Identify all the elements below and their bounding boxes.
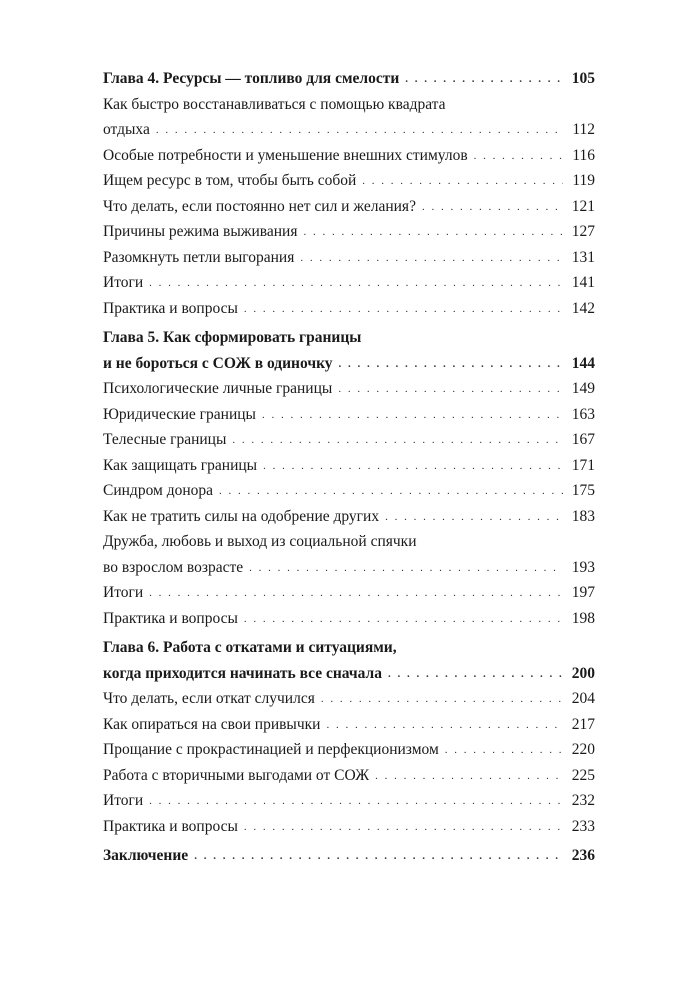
dot-leader bbox=[474, 151, 563, 162]
entry-title: Итоги bbox=[103, 792, 144, 809]
toc-entry[interactable] bbox=[103, 427, 595, 453]
toc-entry[interactable] bbox=[103, 92, 595, 143]
toc-entry[interactable] bbox=[103, 606, 595, 632]
page-number: 144 bbox=[571, 354, 595, 372]
toc-entry[interactable] bbox=[103, 219, 595, 245]
entry-title: Телесные границы bbox=[103, 431, 227, 448]
toc-entry[interactable] bbox=[103, 712, 595, 738]
toc-entry[interactable] bbox=[103, 245, 595, 271]
dot-leader bbox=[321, 694, 563, 705]
toc-entry[interactable] bbox=[103, 478, 595, 504]
toc-entry[interactable] bbox=[103, 453, 595, 479]
page-number: 175 bbox=[571, 482, 595, 499]
page-number: 116 bbox=[572, 146, 595, 164]
dot-leader bbox=[232, 435, 563, 446]
dot-leader bbox=[326, 720, 563, 731]
toc-entry[interactable] bbox=[103, 504, 595, 530]
dot-leader bbox=[149, 278, 563, 289]
dot-leader bbox=[362, 176, 563, 187]
toc-entry[interactable] bbox=[103, 168, 595, 194]
dot-leader bbox=[149, 588, 563, 599]
entry-title: Что делать, если откат случился bbox=[103, 690, 315, 707]
dot-leader bbox=[405, 74, 563, 85]
page-number: 193 bbox=[571, 558, 595, 576]
entry-title: Ищем ресурс в том, чтобы быть собой bbox=[103, 172, 357, 189]
entry-title: Как защищать границы bbox=[103, 456, 258, 474]
entry-title: Прощание с прокрастинацией и перфекционизмом bbox=[103, 741, 439, 758]
dot-leader bbox=[338, 384, 563, 395]
entry-title: Практика и вопросы bbox=[103, 817, 238, 835]
chapter-title: Глава 4. Ресурсы — топливо для смелости bbox=[103, 70, 400, 87]
page-number: 236 bbox=[571, 847, 595, 864]
page-number: 163 bbox=[571, 405, 595, 423]
toc-entry[interactable] bbox=[103, 296, 595, 322]
dot-leader bbox=[194, 851, 563, 862]
entry-title: Юридические границы bbox=[103, 405, 256, 423]
dot-leader bbox=[303, 227, 563, 238]
page-number: 167 bbox=[571, 431, 595, 448]
page-number: 225 bbox=[571, 766, 595, 784]
page-number: 141 bbox=[571, 274, 595, 291]
dot-leader bbox=[385, 512, 563, 523]
toc-entry[interactable] bbox=[103, 270, 595, 296]
entry-title: Практика и вопросы bbox=[103, 299, 238, 317]
chapter-title: Заключение bbox=[103, 847, 189, 864]
entry-title-line1: Как быстро восстанавливаться с помощью квадрата bbox=[103, 95, 446, 113]
entry-title: Работа с вторичными выгодами от СОЖ bbox=[103, 766, 370, 784]
dot-leader bbox=[249, 563, 563, 574]
dot-leader bbox=[388, 669, 563, 680]
entry-title: Причины режима выживания bbox=[103, 223, 298, 240]
page-number: 232 bbox=[571, 792, 595, 809]
toc-entry[interactable] bbox=[103, 194, 595, 220]
dot-leader bbox=[156, 125, 563, 136]
dot-leader bbox=[422, 202, 563, 213]
toc-entry[interactable] bbox=[103, 529, 595, 580]
entry-title-line2: отдыха bbox=[103, 121, 150, 138]
dot-leader bbox=[219, 486, 563, 497]
page-number: 142 bbox=[571, 299, 595, 317]
toc-entry[interactable] bbox=[103, 402, 595, 428]
entry-title: Итоги bbox=[103, 584, 144, 601]
dot-leader bbox=[262, 410, 563, 421]
page-number: 197 bbox=[571, 584, 595, 601]
chapter-5-heading[interactable] bbox=[103, 325, 595, 376]
dot-leader bbox=[244, 304, 563, 315]
toc-entry[interactable] bbox=[103, 763, 595, 789]
entry-title: Практика и вопросы bbox=[103, 609, 238, 627]
page-number: 198 bbox=[571, 609, 595, 627]
entry-title: Синдром донора bbox=[103, 482, 214, 499]
toc-entry[interactable] bbox=[103, 376, 595, 402]
page-number: 149 bbox=[571, 380, 595, 397]
dot-leader bbox=[149, 796, 563, 807]
page-number: 105 bbox=[571, 70, 595, 87]
dot-leader bbox=[375, 771, 563, 782]
entry-title: Психологические личные границы bbox=[103, 380, 333, 397]
chapter-4-heading[interactable] bbox=[103, 66, 595, 92]
chapter-title-line2: и не бороться с СОЖ в одиночку bbox=[103, 354, 333, 372]
toc-entry[interactable] bbox=[103, 788, 595, 814]
page-number: 233 bbox=[571, 817, 595, 835]
page-number: 121 bbox=[571, 197, 595, 215]
conclusion-heading[interactable] bbox=[103, 843, 595, 869]
page-number: 119 bbox=[572, 172, 595, 189]
page-number: 183 bbox=[571, 507, 595, 525]
entry-title-line2: во взрослом возрасте bbox=[103, 558, 244, 576]
entry-title: Как опираться на свои привычки bbox=[103, 715, 321, 733]
page-number: 220 bbox=[571, 741, 595, 758]
page-number: 112 bbox=[572, 121, 595, 138]
dot-leader bbox=[244, 614, 563, 625]
entry-title: Особые потребности и уменьшение внешних стимулов bbox=[103, 146, 468, 164]
dot-leader bbox=[244, 822, 563, 833]
entry-title: Итоги bbox=[103, 274, 144, 291]
toc-entry[interactable] bbox=[103, 580, 595, 606]
toc-entry[interactable] bbox=[103, 737, 595, 763]
table-of-contents bbox=[103, 66, 595, 869]
chapter-title-line1: Глава 5. Как сформировать границы bbox=[103, 329, 362, 346]
dot-leader bbox=[339, 359, 563, 370]
dot-leader bbox=[300, 253, 563, 264]
chapter-6-heading[interactable] bbox=[103, 635, 595, 686]
dot-leader bbox=[445, 745, 563, 756]
chapter-title-line1: Глава 6. Работа с откатами и ситуациями, bbox=[103, 639, 397, 656]
chapter-title-line2: когда приходится начинать все сначала bbox=[103, 664, 382, 682]
dot-leader bbox=[263, 461, 563, 472]
entry-title: Разомкнуть петли выгорания bbox=[103, 248, 295, 266]
toc-entry[interactable] bbox=[103, 814, 595, 840]
toc-entry[interactable] bbox=[103, 686, 595, 712]
page-number: 204 bbox=[571, 690, 595, 707]
page-number: 127 bbox=[571, 223, 595, 240]
page-number: 200 bbox=[571, 664, 595, 682]
entry-title: Как не тратить силы на одобрение других bbox=[103, 507, 380, 525]
entry-title: Что делать, если постоянно нет сил и желания? bbox=[103, 197, 416, 215]
entry-title-line1: Дружба, любовь и выход из социальной спячки bbox=[103, 533, 417, 550]
toc-entry[interactable] bbox=[103, 143, 595, 169]
page-number: 217 bbox=[571, 715, 595, 733]
page-number: 171 bbox=[571, 456, 595, 474]
page-number: 131 bbox=[571, 248, 595, 266]
